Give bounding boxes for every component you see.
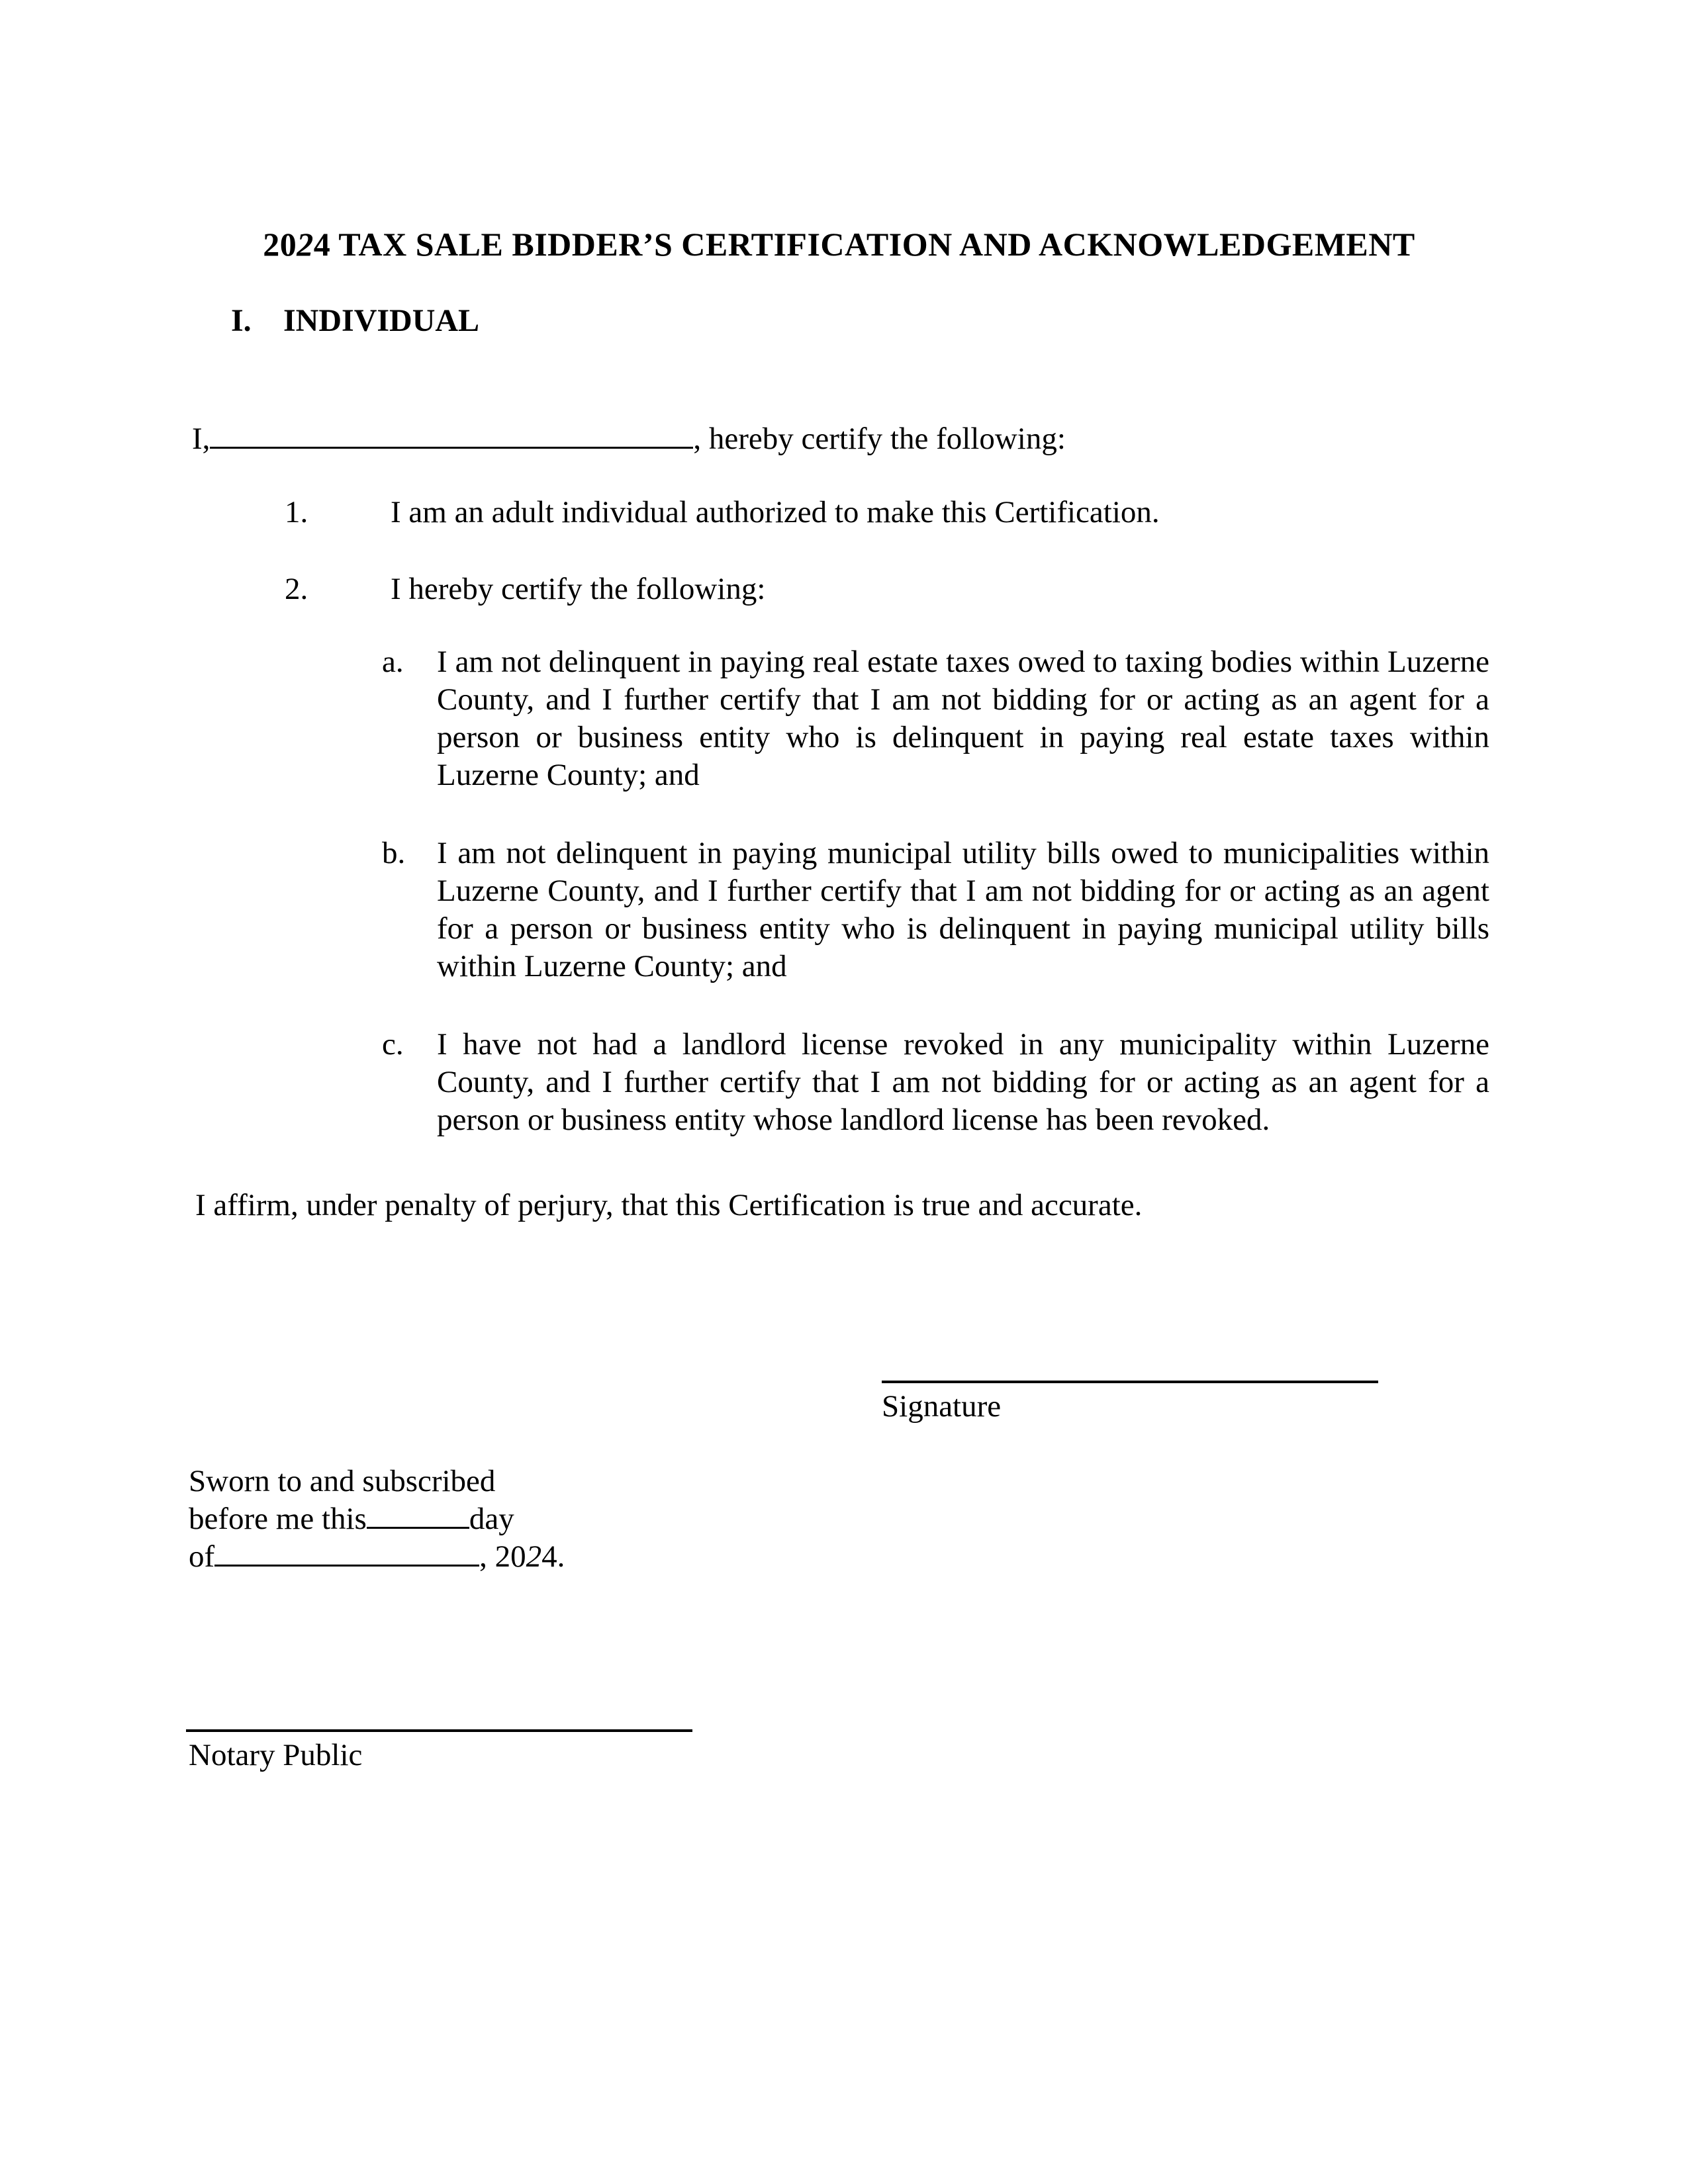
numbered-item-2	[285, 570, 1489, 608]
signature-line-field[interactable]	[882, 1381, 1378, 1383]
bidder-name-blank-field[interactable]	[210, 418, 693, 449]
title-rest: 4 TAX SALE BIDDER’S CERTIFICATION AND ACKNOWLEDGEMENT	[313, 226, 1415, 263]
sworn-line-3	[189, 1537, 1489, 1575]
sworn-line-2	[189, 1500, 1489, 1537]
affirmation-text: I affirm, under penalty of perjury, that this Certification is true and accurate.	[195, 1188, 1143, 1222]
item-1-text: I am an adult individual authorized to make this Certification.	[391, 495, 1160, 529]
section-numeral: I.	[231, 303, 252, 338]
title-year-prefix: 20	[263, 226, 297, 263]
sworn-line-2-post: day	[469, 1502, 514, 1536]
sworn-line-1: Sworn to and subscribed	[189, 1464, 496, 1498]
subitem-c-text: I have not had a landlord license revoked in any municipality within Luzerne County, and I further certify that I am not bidding for or acting as an agent for a person or business entity whose landlord license has been revoked.	[437, 1027, 1489, 1137]
notary-signature-line-field[interactable]	[186, 1729, 692, 1732]
section-heading-individual	[231, 302, 1489, 340]
subitem-b-letter: b.	[382, 836, 406, 870]
document-title	[189, 225, 1489, 263]
intro-line	[192, 418, 1489, 458]
sworn-line-3-mid: , 20	[479, 1539, 526, 1574]
day-blank-field[interactable]	[367, 1500, 469, 1529]
subitem-a	[382, 643, 1489, 794]
subitem-a-text: I am not delinquent in paying real estate taxes owed to taxing bodies within Luzerne County, and I further certify that I am not bidding for or acting as an agent for a person or business entity who is delinquent in paying real estate taxes within Luzerne County; and	[437, 645, 1489, 792]
sworn-year-italic-digit: 2	[526, 1539, 542, 1574]
subitem-b	[382, 835, 1489, 985]
item-1-number: 1.	[285, 495, 308, 529]
sworn-line-3-pre: of	[189, 1539, 215, 1574]
item-2-number: 2.	[285, 572, 308, 606]
item-2-text: I hereby certify the following:	[391, 572, 766, 606]
sworn-statement-block	[189, 1463, 1489, 1575]
section-label: INDIVIDUAL	[283, 303, 480, 338]
title-year-italic-digit: 2	[297, 226, 314, 263]
numbered-item-1	[285, 493, 1489, 531]
subitem-c	[382, 1026, 1489, 1139]
sworn-line-3-end: 4.	[541, 1539, 565, 1574]
sworn-line-2-pre: before me this	[189, 1502, 367, 1536]
subitem-a-letter: a.	[382, 645, 404, 679]
subitem-b-text: I am not delinquent in paying municipal utility bills owed to municipalities within Luzerne County, and I further certify that I am not bidding for or acting as an agent for a person or business entity who is delinquent in paying municipal utility bills within Luzerne County; and	[437, 836, 1489, 983]
signature-label: Signature	[882, 1389, 1002, 1424]
subitem-c-letter: c.	[382, 1027, 404, 1062]
month-blank-field[interactable]	[214, 1537, 479, 1567]
intro-post-blank: , hereby certify the following:	[693, 422, 1066, 456]
notary-public-label: Notary Public	[189, 1738, 363, 1772]
intro-pre-blank: I,	[192, 422, 211, 456]
